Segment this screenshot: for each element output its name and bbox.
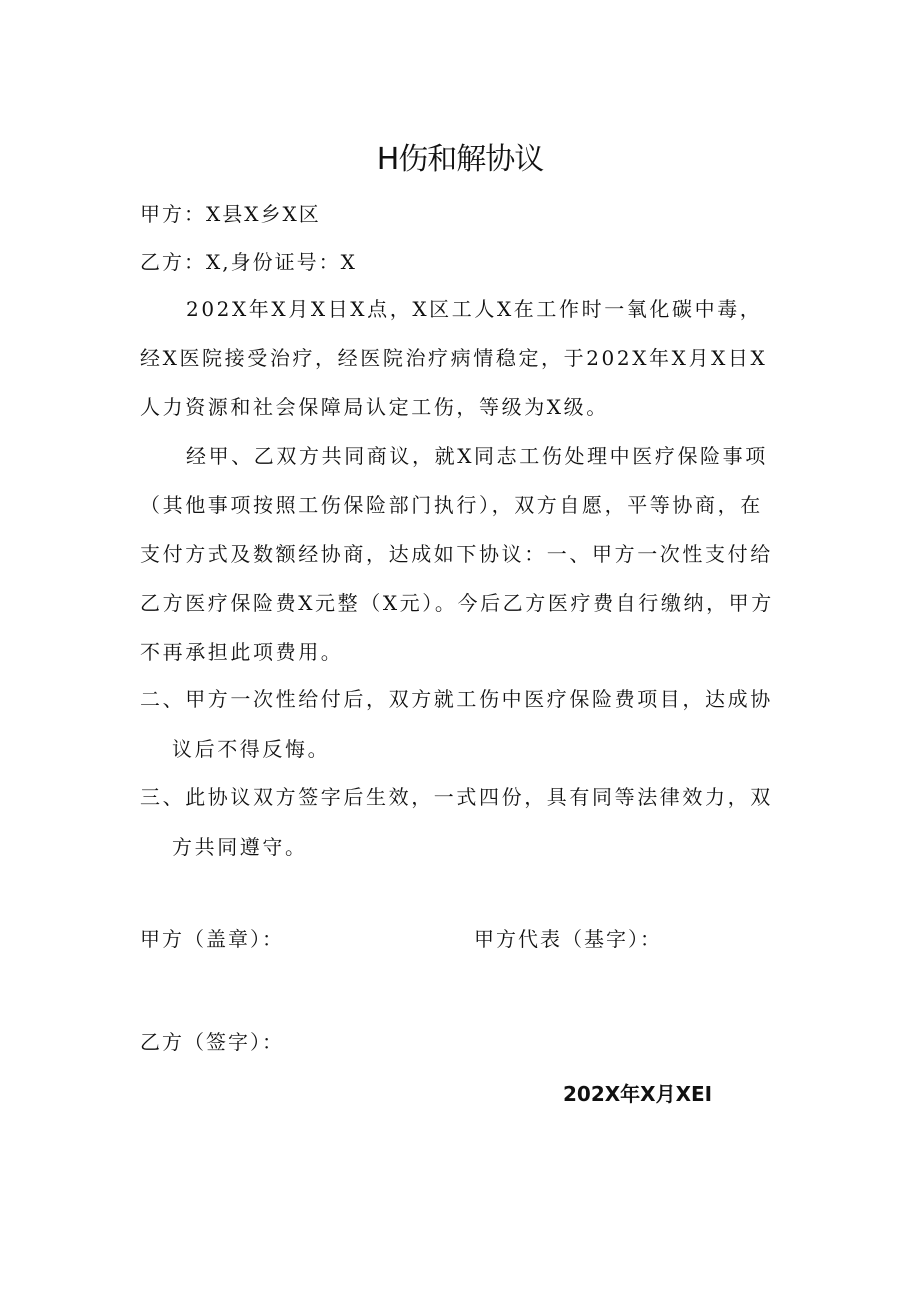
document-date: 202X年X月XEI	[563, 1082, 713, 1106]
clause-two: 二、甲方一次性给付后，双方就工伤中医疗保险费项目，达成协议后不得反悔。	[140, 687, 773, 761]
party-a-seal-label: 甲方（盖章）：	[140, 927, 284, 951]
party-b-line: 乙方：X,身份证号：X	[140, 250, 357, 274]
agreement-paragraph: 经甲、乙双方共同商议，就X同志工伤处理中医疗保险事项（其他事项按照工伤保险部门执行），双方自愿，平等协商，在支付方式及数额经协商，达成如下协议：一、甲方一次性支付给乙方医疗保险费X元整（X元）。今后乙方医疗费自行缴纳，甲方不再承担此项费用。	[140, 444, 774, 664]
party-b-signature-label: 乙方（签字）：	[140, 1030, 284, 1054]
party-a-representative-label: 甲方代表（基字）：	[474, 927, 662, 951]
party-a-line: 甲方：X县X乡X区	[140, 202, 321, 226]
incident-paragraph: 202X年X月X日X点，X区工人X在工作时一氧化碳中毒，经X医院接受治疗，经医院治疗病情稳定，于202X年X月X日X人力资源和社会保障局认定工伤，等级为X级。	[140, 297, 768, 419]
document-title: H伤和解协议	[376, 142, 544, 177]
clause-three: 三、此协议双方签字后生效，一式四份，具有同等法律效力，双方共同遵守。	[140, 785, 773, 859]
